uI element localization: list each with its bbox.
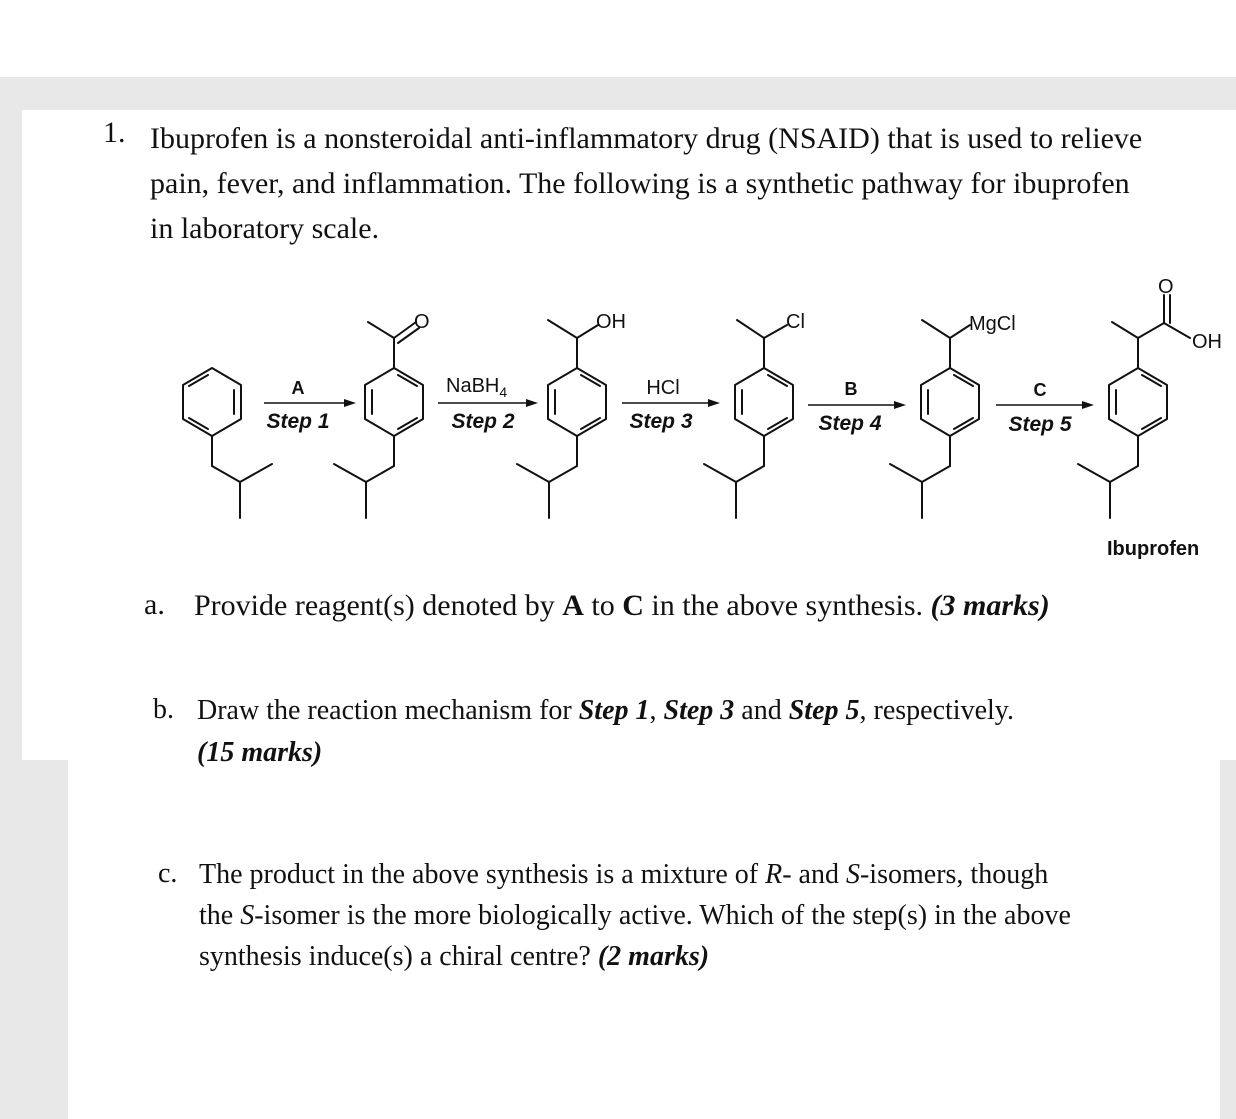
part-a-marks: (3 marks) <box>930 589 1050 622</box>
part-c-line-2 <box>199 895 1071 937</box>
part-c-text-run: The product in the above synthesis is a mixture of <box>199 859 766 890</box>
reagent-nabh4-label: NaBH$_4$ <box>446 375 508 400</box>
part-a-bold-c: C <box>622 589 644 622</box>
question-line: Ibuprofen is a nonsteroidal anti-inflammatory drug (NSAID) that is used to relieve <box>150 122 1143 155</box>
part-c-text-run: -isomers, though <box>859 859 1049 890</box>
reagent-hcl-label: HCl <box>646 377 680 399</box>
part-b-text <box>197 690 1014 732</box>
part-b-letter: b. <box>153 694 174 725</box>
carboxyl-hydroxyl-label: OH <box>1192 331 1222 353</box>
magnesium-chloride-label: MgCl <box>969 313 1016 335</box>
step-1-label: Step 1 <box>266 410 330 433</box>
step-5-label: Step 5 <box>1008 413 1072 436</box>
compound-grignard <box>890 313 1016 518</box>
part-a-text-run: to <box>583 589 623 622</box>
question-number: 1. <box>103 116 126 149</box>
part-c-line-3 <box>199 936 709 978</box>
step-4-label: Step 4 <box>818 412 882 435</box>
part-b-marks-text: (15 marks) <box>197 737 323 768</box>
part-a-text-run: Provide reagent(s) denoted by <box>194 589 563 622</box>
part-c-text-run: -isomer is the more biologically active. Which of the step(s) in the above <box>254 900 1071 931</box>
chlorine-label: Cl <box>786 311 805 333</box>
part-b-step1: Step 1 <box>578 695 650 726</box>
compound-alcohol <box>517 311 626 518</box>
step-5-arrow <box>996 380 1094 436</box>
hydroxyl-label: OH <box>596 311 626 333</box>
part-b-text-run: , respectively. <box>859 695 1014 726</box>
part-c-text-run: the <box>199 900 241 931</box>
compound-isobutylbenzene <box>183 368 272 518</box>
part-b-marks <box>197 732 322 774</box>
part-b-text-run: and <box>734 695 789 726</box>
part-c-text-run: - and <box>782 859 846 890</box>
part-b-text-run: Draw the reaction mechanism for <box>197 695 579 726</box>
part-c-s-italic: S <box>845 859 860 890</box>
compound-ibuprofen <box>1078 276 1222 560</box>
step-2-label: Step 2 <box>451 410 515 433</box>
ibuprofen-label: Ibuprofen <box>1107 538 1200 560</box>
part-c-letter: c. <box>158 858 178 889</box>
part-c-r-italic: R <box>765 859 783 890</box>
part-a-bold-a: A <box>562 589 584 622</box>
part-a-letter: a. <box>144 588 165 621</box>
part-b-text-run: , <box>649 695 664 726</box>
part-c-marks: (2 marks) <box>597 941 710 972</box>
carboxyl-oxygen-label: O <box>1158 276 1174 298</box>
step-1-arrow <box>264 378 356 433</box>
part-b-step3: Step 3 <box>663 695 735 726</box>
step-3-arrow <box>622 377 720 433</box>
carbonyl-oxygen-label: O <box>414 311 430 333</box>
part-c-text-run: synthesis induce(s) a chiral centre? <box>199 941 598 972</box>
step-4-arrow <box>808 379 906 435</box>
reagent-c-label: C <box>1033 380 1047 400</box>
compound-ketone <box>334 311 430 518</box>
compound-chloride <box>704 311 805 518</box>
reagent-b-label: B <box>844 379 858 399</box>
synthesis-scheme <box>140 268 1232 568</box>
question-line: pain, fever, and inflammation. The following is a synthetic pathway for ibuprofen <box>150 167 1130 200</box>
part-c-line-1 <box>199 854 1048 896</box>
question-line: in laboratory scale. <box>150 212 380 245</box>
part-c-s-italic: S <box>240 900 255 931</box>
step-3-label: Step 3 <box>629 410 693 433</box>
part-a-text-run: in the above synthesis. <box>643 589 931 622</box>
step-2-arrow <box>438 375 538 433</box>
question-stem <box>150 116 1210 251</box>
reagent-a-label: A <box>291 378 305 398</box>
part-b-step5: Step 5 <box>788 695 860 726</box>
part-a-text <box>194 585 1050 627</box>
